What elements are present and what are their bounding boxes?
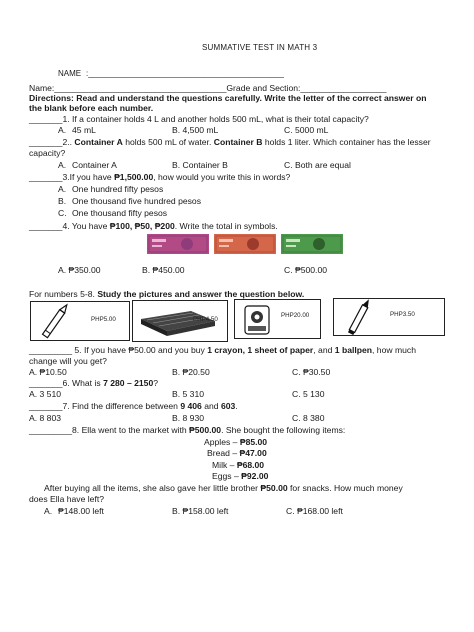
q1-choice-a-letter: A.: [58, 125, 67, 135]
q4-choice-b: B. ₱450.00: [142, 265, 185, 275]
q8-item-apples: [204, 437, 267, 447]
q8-choice-a-letter: A.: [44, 506, 53, 516]
q3-choice-b: One thousand five hundred pesos: [72, 196, 201, 206]
q1-choice-c: C. 5000 mL: [284, 125, 329, 135]
q3-choice-c-letter: C.: [58, 208, 67, 218]
pen-icon: [334, 299, 444, 335]
q8-item-price: ₱92.00: [241, 471, 269, 481]
q8-stem: [29, 425, 345, 435]
q3-stem-prefix: _______3.If you have: [29, 172, 112, 182]
q7-number-1: 9 406: [180, 401, 202, 411]
q4-choice-a: A. ₱350.00: [58, 265, 101, 275]
section-prefix: For numbers 5-8.: [29, 289, 95, 299]
q6-choice-b: B. 5 310: [172, 389, 205, 399]
q7-stem-mid: and: [204, 401, 219, 411]
q5-stem-line-2: change will you get?: [29, 356, 107, 366]
q2-stem-end: holds 1 liter. Which container has the lesser: [264, 137, 431, 147]
q2-choice-a: Container A: [72, 160, 117, 170]
q6-choice-a: A. 3 510: [29, 389, 62, 399]
name-label: NAME: [58, 69, 82, 78]
q5-stem-mid: , and: [313, 345, 333, 355]
q5-choice-a: A. ₱10.50: [29, 367, 67, 377]
q3-choice-a-letter: A.: [58, 184, 67, 194]
q8-choice-a: ₱148.00 left: [58, 506, 104, 516]
q2-container-b: Container B: [213, 137, 263, 147]
sharpener-price: PHP20.00: [281, 312, 310, 319]
ballpen-price: PHP3.50: [390, 311, 415, 318]
section-heading: [29, 289, 304, 299]
sharpener-icon: [235, 300, 320, 338]
q8-stem-end: . She bought the following items:: [221, 425, 346, 435]
section-instruction: Study the pictures and answer the question below.: [97, 289, 305, 299]
q4-stem-end: . Write the total in symbols.: [174, 221, 278, 231]
q2-stem-prefix: _______2..: [29, 137, 73, 147]
q5-stem: [29, 345, 416, 355]
q7-stem-end: .: [235, 401, 238, 411]
q8-item-name: Bread –: [207, 448, 240, 458]
item-picture-sharpener: [234, 299, 321, 339]
q7-stem-prefix: _______7. Find the difference between: [29, 401, 178, 411]
q2-stem-mid: holds 500 mL of water.: [125, 137, 212, 147]
q8-item-price: ₱47.00: [239, 448, 267, 458]
q8-after-text: [44, 483, 403, 493]
q4-stem-prefix: _______4. You have: [29, 221, 108, 231]
crayon-price: PHP5.00: [91, 316, 116, 323]
paper-price: PHP4.50: [193, 316, 218, 323]
directions-line-2: the blank before each number.: [29, 103, 154, 113]
item-picture-ballpen: [333, 298, 445, 336]
q8-item-milk: [212, 460, 264, 470]
q3-amount: ₱1,500.00: [114, 172, 154, 182]
bill-100-image: [147, 234, 209, 254]
q1-stem: _______1. If a container holds 4 L and another holds 500 mL, what is their total capacity?: [29, 114, 369, 124]
q2-choice-b: B. Container B: [172, 160, 228, 170]
q4-choice-c: C. ₱500.00: [284, 265, 327, 275]
q5-choice-c: C. ₱30.50: [292, 367, 331, 377]
q8-choice-c: C. ₱168.00 left: [286, 506, 343, 516]
q7-choice-b: B. 8 930: [172, 413, 205, 423]
q7-choice-c: C. 8 380: [292, 413, 325, 423]
directions-line-1: Directions: Read and understand the questions carefully. Write the letter of the correct answer on: [29, 93, 427, 103]
q8-after-line-2: does Ella have left?: [29, 494, 105, 504]
q5-stem-prefix: _________ 5. If you have ₱50.00 and you buy: [29, 345, 205, 355]
q7-stem: [29, 401, 238, 411]
q2-stem-line-2: capacity?: [29, 148, 66, 158]
q1-choice-b: B. 4,500 mL: [172, 125, 219, 135]
q8-item-name: Milk –: [212, 460, 237, 470]
q8-item-name: Apples –: [204, 437, 240, 447]
q8-item-price: ₱68.00: [236, 460, 265, 470]
q3-choice-b-letter: B.: [58, 196, 67, 206]
q8-after-prefix: After buying all the items, she also gave her little brother: [44, 483, 259, 493]
q1-choice-a: 45 mL: [72, 125, 96, 135]
q2-choice-a-letter: A.: [58, 160, 67, 170]
q6-expression: 7 280 – 2150: [103, 378, 154, 388]
q8-item-eggs: [212, 471, 268, 481]
q8-after-end: for snacks. How much money: [290, 483, 403, 493]
bill-200-image: [281, 234, 343, 254]
q7-number-2: 603: [220, 401, 236, 411]
q6-choice-c: C. 5 130: [292, 389, 325, 399]
q6-stem-end: ?: [153, 378, 159, 388]
q8-item-name: Eggs –: [212, 471, 242, 481]
q4-amounts: ₱100, ₱50, ₱200: [109, 221, 175, 231]
q6-stem: [29, 378, 158, 388]
q8-snack-amount: ₱50.00: [260, 483, 288, 493]
q5-stem-end: , how much: [372, 345, 416, 355]
name-grade-row: Name:____________________________________Grade and Section:__________________: [29, 83, 387, 93]
name-line: :____________________________________________: [86, 69, 284, 78]
q8-stem-prefix: _________8. Ella went to the market with: [29, 425, 187, 435]
peso-bills-image: [147, 233, 344, 255]
q2-choice-c: C. Both are equal: [284, 160, 351, 170]
q8-budget: ₱500.00: [189, 425, 222, 435]
q7-choice-a: A. 8 803: [29, 413, 62, 423]
item-picture-paper: [132, 300, 228, 342]
q2-stem: [29, 137, 431, 147]
q8-item-bread: [207, 448, 267, 458]
q5-items-1: 1 crayon, 1 sheet of paper: [207, 345, 314, 355]
q3-stem-end: , how would you write this in words?: [153, 172, 291, 182]
q4-stem: [29, 221, 278, 231]
q8-item-price: ₱85.00: [239, 437, 268, 447]
q3-choice-c: One thousand fifty pesos: [72, 208, 168, 218]
q5-choice-b: B. ₱20.50: [172, 367, 210, 377]
q3-choice-a: One hundred fifty pesos: [72, 184, 164, 194]
q5-items-2: 1 ballpen: [334, 345, 373, 355]
item-picture-crayon: [30, 301, 130, 341]
q2-container-a: Container A: [74, 137, 123, 147]
page-title: SUMMATIVE TEST IN MATH 3: [202, 43, 318, 52]
q3-stem: [29, 172, 290, 182]
q6-stem-prefix: _______6. What is: [29, 378, 101, 388]
bill-50-image: [214, 234, 276, 254]
q8-choice-b: B. ₱158.00 left: [172, 506, 229, 516]
